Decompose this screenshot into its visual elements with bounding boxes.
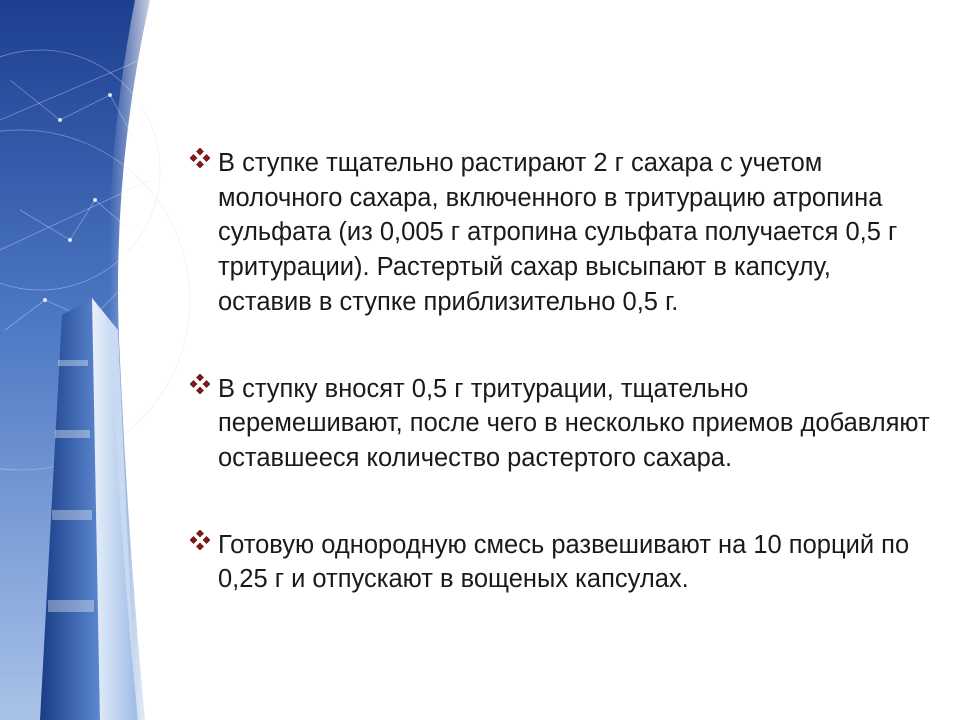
four-diamond-bullet-icon — [190, 374, 210, 394]
bullet-item-2 — [190, 372, 930, 476]
four-diamond-bullet-icon — [190, 530, 210, 550]
four-diamond-bullet-icon — [190, 148, 210, 168]
bullet-text-3: Готовую однородную смесь развешивают на 10 порций по 0,25 г и отпускают в вощеных капсулах. — [218, 530, 910, 594]
bullet-item-3 — [190, 528, 930, 597]
bullet-text-2: В ступку вносят 0,5 г тритурации, тщательно перемешивают, после чего в несколько приемов добавляют оставшееся количество растертого сахара. — [218, 374, 930, 472]
bullet-text-1: В ступке тщательно растирают 2 г сахара с учетом молочного сахара, включенного в тритурацию атропина сульфата (из 0,005 г атропина сульфата получается 0,5 г тритурации). Растертый сахар высыпают в капсулу, оставив в ступке приблизительно 0,5 г. — [218, 149, 898, 316]
bullet-item-1 — [190, 146, 930, 320]
bullet-list — [190, 146, 930, 597]
